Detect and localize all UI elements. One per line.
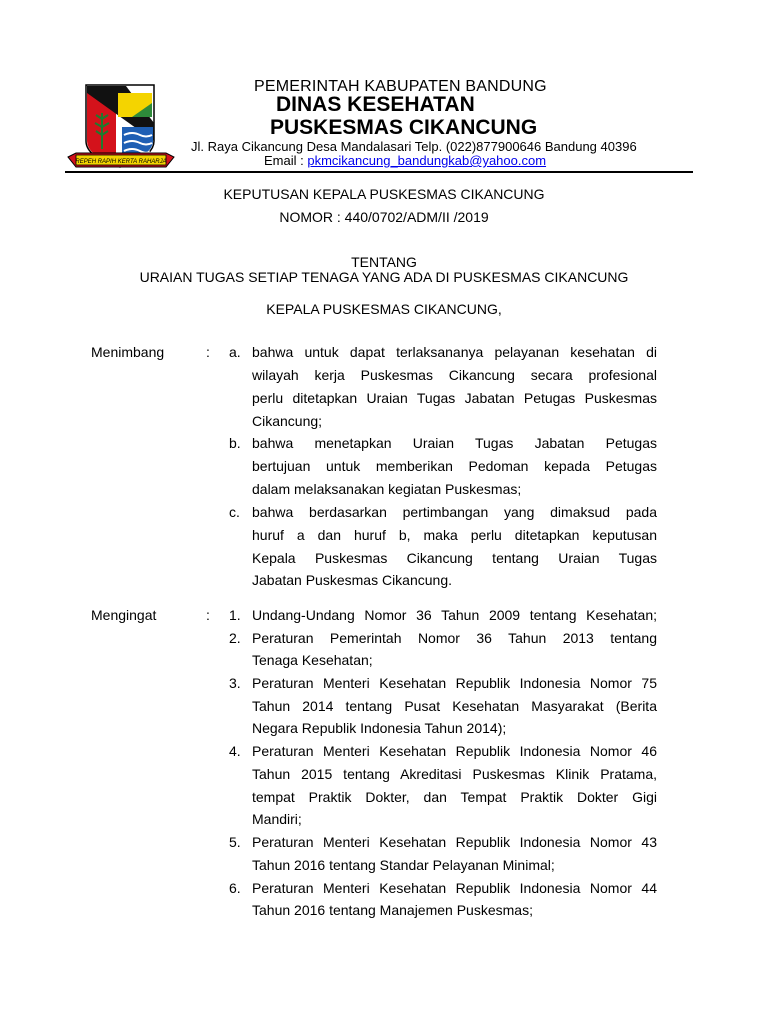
mengingat-label: Mengingat bbox=[91, 607, 157, 623]
mengingat-6-line: Tahun 2016 tentang Manajemen Puskesmas; bbox=[252, 902, 533, 918]
mengingat-4-line: tempat Praktik Dokter, dan Tempat Praktik Dokter Gigi bbox=[252, 789, 657, 805]
menimbang-colon: : bbox=[206, 344, 210, 360]
mengingat-3-line: Tahun 2014 tentang Pusat Kesehatan Masyarakat (Berita bbox=[252, 698, 657, 714]
about-subject: URAIAN TUGAS SETIAP TENAGA YANG ADA DI PUSKESMAS CIKANCUNG bbox=[139, 269, 629, 285]
mengingat-marker-6: 6. bbox=[229, 880, 241, 896]
menimbang-c-line: Jabatan Puskesmas Cikancung. bbox=[252, 572, 452, 588]
letterhead-divider bbox=[65, 171, 693, 173]
mengingat-3-line: Negara Republik Indonesia Tahun 2014); bbox=[252, 720, 507, 736]
menimbang-a-line: Cikancung; bbox=[252, 413, 323, 429]
decree-number: NOMOR : 440/0702/ADM/II /2019 bbox=[279, 209, 489, 225]
logo-motto: REPEH RAPIH KERTA RAHARJA bbox=[75, 159, 167, 165]
mengingat-3-line: Peraturan Menteri Kesehatan Republik Indonesia Nomor 75 bbox=[252, 675, 657, 691]
menimbang-marker-b: b. bbox=[229, 435, 241, 451]
menimbang-a-line: wilayah kerja Puskesmas Cikancung secara profesional bbox=[252, 367, 657, 383]
menimbang-b-line: bahwa menetapkan Uraian Tugas Jabatan Petugas bbox=[252, 435, 657, 451]
mengingat-marker-2: 2. bbox=[229, 630, 241, 646]
menimbang-marker-a: a. bbox=[229, 344, 241, 360]
letterhead-agency: DINAS KESEHATAN bbox=[276, 93, 475, 116]
mengingat-marker-1: 1. bbox=[229, 607, 241, 623]
email-link[interactable]: pkmcikancung_bandungkab@yahoo.com bbox=[307, 153, 547, 168]
decree-title: KEPUTUSAN KEPALA PUSKESMAS CIKANCUNG bbox=[223, 186, 545, 202]
mengingat-4-line: Mandiri; bbox=[252, 811, 302, 827]
menimbang-b-line: dalam melaksanakan kegiatan Puskesmas; bbox=[252, 481, 522, 497]
menimbang-c-line: bahwa berdasarkan pertimbangan yang dimaksud pada bbox=[252, 504, 657, 520]
menimbang-marker-c: c. bbox=[229, 504, 240, 520]
menimbang-label: Menimbang bbox=[91, 344, 165, 360]
about-label: TENTANG bbox=[351, 254, 417, 270]
letterhead-email-row bbox=[264, 153, 546, 168]
menimbang-a-line: bahwa untuk dapat terlaksananya pelayanan kesehatan di bbox=[252, 344, 657, 360]
mengingat-2-line: Peraturan Pemerintah Nomor 36 Tahun 2013 tentang bbox=[252, 630, 657, 646]
mengingat-6-line: Peraturan Menteri Kesehatan Republik Indonesia Nomor 44 bbox=[252, 880, 657, 896]
mengingat-5-line: Peraturan Menteri Kesehatan Republik Indonesia Nomor 43 bbox=[252, 834, 657, 850]
issuing-official: KEPALA PUSKESMAS CIKANCUNG, bbox=[266, 301, 502, 317]
letterhead-government: PEMERINTAH KABUPATEN BANDUNG bbox=[254, 78, 547, 95]
mengingat-2-line: Tenaga Kesehatan; bbox=[252, 652, 373, 668]
letterhead-institution: PUSKESMAS CIKANCUNG bbox=[270, 116, 538, 139]
kabupaten-bandung-logo bbox=[66, 83, 176, 173]
mengingat-marker-5: 5. bbox=[229, 834, 241, 850]
menimbang-b-line: bertujuan untuk memberikan Pedoman kepada Petugas bbox=[252, 458, 657, 474]
mengingat-4-line: Peraturan Menteri Kesehatan Republik Indonesia Nomor 46 bbox=[252, 743, 657, 759]
mengingat-5-line: Tahun 2016 tentang Standar Pelayanan Minimal; bbox=[252, 857, 555, 873]
letterhead-address: Jl. Raya Cikancung Desa Mandalasari Telp. (022)877900646 Bandung 40396 bbox=[191, 139, 637, 154]
mengingat-colon: : bbox=[206, 607, 210, 623]
mengingat-marker-4: 4. bbox=[229, 743, 241, 759]
menimbang-a-line: perlu ditetapkan Uraian Tugas Jabatan Petugas Puskesmas bbox=[252, 390, 657, 406]
menimbang-c-line: Kepala Puskesmas Cikancung tentang Uraian Tugas bbox=[252, 550, 657, 566]
menimbang-c-line: huruf a dan huruf b, maka perlu ditetapkan keputusan bbox=[252, 527, 657, 543]
mengingat-1-line: Undang-Undang Nomor 36 Tahun 2009 tentang Kesehatan; bbox=[252, 607, 657, 623]
mengingat-marker-3: 3. bbox=[229, 675, 241, 691]
mengingat-4-line: Tahun 2015 tentang Akreditasi Puskesmas Klinik Pratama, bbox=[252, 766, 657, 782]
email-label: Email : bbox=[264, 153, 304, 168]
